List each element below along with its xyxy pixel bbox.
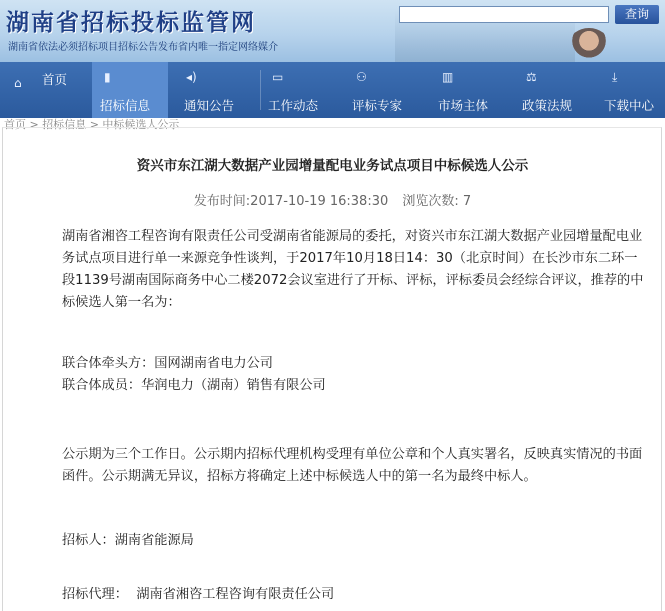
lead-member-line: 联合体牵头方：国网湖南省电力公司	[62, 356, 273, 371]
search-button[interactable]: 查询	[615, 5, 659, 24]
view-count: 浏览次数: 7	[402, 194, 472, 209]
nav-item-market[interactable]	[432, 62, 508, 118]
nav-divider	[260, 70, 261, 110]
scale-icon: ⚖	[526, 70, 537, 84]
nav-label: 工作动态	[268, 98, 319, 113]
document-icon: ▮	[104, 70, 111, 84]
nav-label: 评标专家	[352, 98, 403, 113]
speaker-icon: ◂)	[186, 70, 197, 84]
site-title[interactable]: 湖南省招标投标监管网	[6, 10, 256, 36]
nav-item-notices[interactable]	[176, 62, 252, 118]
nav-item-experts[interactable]	[346, 62, 422, 118]
site-slogan: 湖南省依法必须招标项目招标公告发布省内唯一指定网络媒介	[8, 42, 278, 53]
portrait-image	[569, 28, 609, 60]
article-intro: 湖南省湘咨工程咨询有限责任公司受湖南省能源局的委托，对资兴市东江湖大数据产业园增量配电业务试点项目进行单一来源竞争性谈判，于2017年10月18日14：30（北京时间）在长沙市东二环一段1139号湖南国际商务中心二楼2072会议室进行了开标、评标，评标委员会经综合评议，推荐的中标候选人第一名为：	[62, 229, 644, 310]
nav-item-downloads[interactable]	[598, 62, 665, 118]
member-line: 联合体成员：华润电力（湖南）销售有限公司	[62, 378, 326, 393]
nav-label: 下载中心	[604, 98, 655, 113]
publish-time: 发布时间:2017-10-19 16:38:30	[193, 194, 389, 209]
article-title: 资兴市东江湖大数据产业园增量配电业务试点项目中标候选人公示	[136, 158, 529, 174]
article-meta	[0, 190, 665, 209]
chat-icon: ▭	[272, 70, 284, 84]
people-icon: ⚇	[356, 70, 367, 84]
nav-item-bidding-info[interactable]	[92, 62, 168, 118]
search-input[interactable]	[399, 6, 609, 23]
download-icon: ⤓	[612, 70, 618, 84]
bar-chart-icon: ▥	[442, 70, 454, 84]
nav-label: 通知公告	[184, 98, 235, 113]
nav-label: 首页	[42, 72, 68, 87]
site-header	[0, 0, 665, 62]
agent-line: 招标代理： 湖南省湘咨工程咨询有限责任公司	[62, 587, 335, 602]
nav-label: 市场主体	[438, 98, 489, 113]
main-nav	[0, 62, 665, 118]
notice-paragraph: 公示期为三个工作日。公示期内招标代理机构受理有单位公章和个人真实署名，反映真实情况的书面函件。公示期满无异议，招标方将确定上述中标候选人中的第一名为最终中标人。	[62, 447, 643, 484]
nav-item-work-news[interactable]	[262, 62, 338, 118]
nav-label: 政策法规	[522, 98, 573, 113]
nav-item-home[interactable]	[0, 62, 92, 118]
nav-label: 招标信息	[100, 98, 151, 113]
nav-item-policy[interactable]	[516, 62, 592, 118]
home-icon: ⌂	[14, 76, 22, 90]
breadcrumb[interactable]: 首页 > 招标信息 > 中标候选人公示	[4, 118, 180, 131]
tenderer-line: 招标人：湖南省能源局	[62, 533, 194, 548]
